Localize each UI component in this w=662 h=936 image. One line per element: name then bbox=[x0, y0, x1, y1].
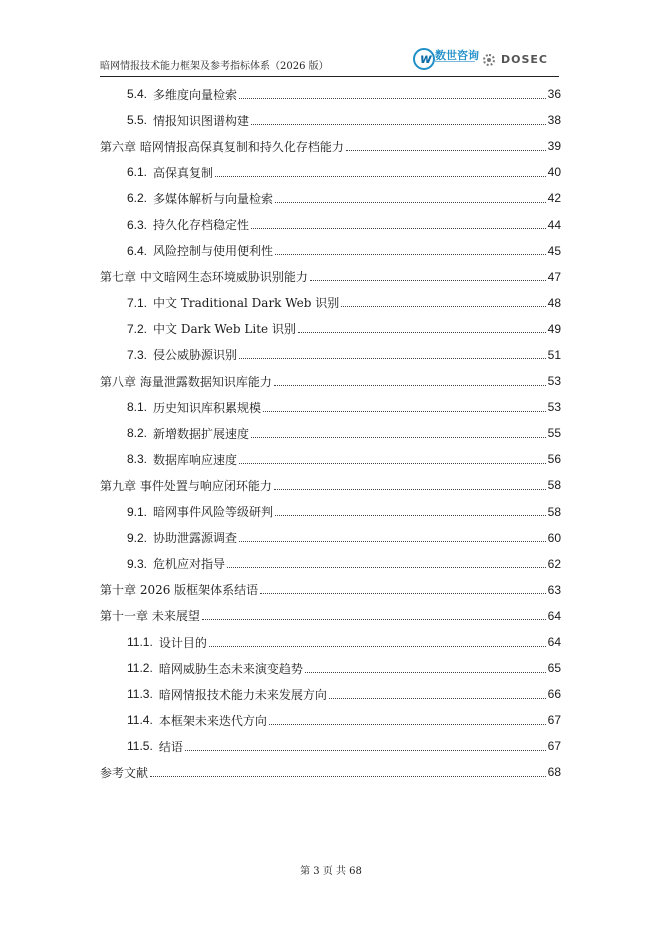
toc-dot-leader bbox=[275, 505, 546, 516]
toc-dot-leader bbox=[239, 348, 546, 359]
toc-page-number: 65 bbox=[547, 661, 561, 676]
toc-entry-number: 8.2. bbox=[127, 426, 148, 441]
toc-dot-leader bbox=[263, 401, 546, 412]
toc-page-number: 55 bbox=[547, 426, 561, 441]
toc-entry-number: 7.1. bbox=[127, 295, 148, 310]
document-title: 暗网情报技术能力框架及参考指标体系（2026 版） bbox=[100, 61, 329, 72]
toc-entry-label: 持久化存档稳定性 bbox=[153, 218, 250, 233]
toc-entry-number: 9.1. bbox=[127, 504, 148, 519]
toc-section-entry[interactable] bbox=[100, 525, 561, 551]
toc-entry-number: 7.3. bbox=[127, 347, 148, 362]
toc-section-entry[interactable] bbox=[100, 499, 561, 525]
toc-dot-leader bbox=[239, 88, 546, 99]
toc-entry-label: 第六章 暗网情报高保真复制和持久化存档能力 bbox=[100, 139, 344, 154]
toc-page-number: 38 bbox=[547, 113, 561, 128]
toc-page-number: 66 bbox=[547, 687, 561, 702]
toc-chapter-entry[interactable] bbox=[100, 133, 561, 159]
toc-entry-label: 数据库响应速度 bbox=[153, 452, 238, 467]
gear-icon bbox=[483, 54, 495, 66]
toc-dot-leader bbox=[227, 557, 546, 568]
toc-dot-leader bbox=[274, 479, 546, 490]
toc-page-number: 49 bbox=[547, 321, 561, 336]
toc-page-number: 58 bbox=[547, 504, 561, 519]
toc-page-number: 56 bbox=[547, 452, 561, 467]
toc-section-entry[interactable] bbox=[100, 733, 561, 759]
toc-entry-label: 协助泄露源调查 bbox=[153, 531, 238, 546]
toc-entry-label: 风险控制与使用便利性 bbox=[153, 244, 274, 259]
toc-entry-label: 结语 bbox=[158, 739, 183, 754]
toc-entry-label: 中文 Traditional Dark Web 识别 bbox=[153, 296, 340, 311]
toc-section-entry[interactable] bbox=[100, 185, 561, 211]
toc-dot-leader bbox=[275, 192, 546, 203]
toc-dot-leader bbox=[275, 244, 546, 255]
toc-entry-label: 多媒体解析与向量检索 bbox=[153, 191, 274, 206]
toc-page-number: 40 bbox=[547, 165, 561, 180]
toc-dot-leader bbox=[202, 609, 546, 620]
toc-entry-label: 参考文献 bbox=[100, 765, 149, 780]
toc-dot-leader bbox=[346, 140, 546, 151]
toc-entry-number: 6.1. bbox=[127, 165, 148, 180]
toc-section-entry[interactable] bbox=[100, 681, 561, 707]
logo-text: 数世咨询 bbox=[435, 49, 479, 62]
toc-entry-label: 第七章 中文暗网生态环境威胁识别能力 bbox=[100, 270, 308, 285]
toc-section-entry[interactable] bbox=[100, 420, 561, 446]
logo-mark: w bbox=[420, 52, 432, 67]
toc-entry-number: 9.2. bbox=[127, 530, 148, 545]
toc-entry-number: 11.3. bbox=[127, 687, 153, 702]
toc-entry-number: 6.4. bbox=[127, 243, 148, 258]
toc-section-entry[interactable] bbox=[100, 342, 561, 368]
toc-dot-leader bbox=[251, 218, 546, 229]
toc-dot-leader bbox=[215, 166, 546, 177]
toc-page-number: 53 bbox=[547, 374, 561, 389]
toc-entry-label: 暗网威胁生态未来演变趋势 bbox=[158, 661, 303, 676]
toc-entry-label: 第十一章 未来展望 bbox=[100, 609, 200, 624]
toc-page-number: 64 bbox=[547, 635, 561, 650]
toc-section-entry[interactable] bbox=[100, 655, 561, 681]
toc-entry-label: 高保真复制 bbox=[153, 165, 214, 180]
toc-dot-leader bbox=[305, 662, 546, 673]
toc-entry-label: 暗网情报技术能力未来发展方向 bbox=[158, 687, 327, 702]
toc-section-entry[interactable] bbox=[100, 551, 561, 577]
toc-entry-number: 5.4. bbox=[127, 87, 148, 102]
toc-chapter-entry[interactable] bbox=[100, 603, 561, 629]
toc-section-entry[interactable] bbox=[100, 159, 561, 185]
toc-entry-label: 历史知识库积累规模 bbox=[153, 400, 262, 415]
toc-dot-leader bbox=[239, 453, 546, 464]
toc-section-entry[interactable] bbox=[100, 290, 561, 316]
toc-entry-number: 11.5. bbox=[127, 739, 153, 754]
toc-page-number: 48 bbox=[547, 295, 561, 310]
toc-page-number: 42 bbox=[547, 191, 561, 206]
toc-section-entry[interactable] bbox=[100, 629, 561, 655]
page-footer: 第 3 页 共 68 bbox=[300, 866, 362, 877]
toc-section-entry[interactable] bbox=[100, 707, 561, 733]
toc-page-number: 36 bbox=[547, 87, 561, 102]
shushi-consulting-logo bbox=[413, 47, 477, 73]
toc-entry-number: 8.1. bbox=[127, 400, 148, 415]
toc-dot-leader bbox=[269, 714, 546, 725]
toc-entry-number: 11.1. bbox=[127, 635, 153, 650]
toc-page-number: 60 bbox=[547, 530, 561, 545]
toc-page-number: 58 bbox=[547, 478, 561, 493]
toc-section-entry[interactable] bbox=[100, 446, 561, 472]
toc-dot-leader bbox=[341, 296, 545, 307]
toc-entry-number: 7.2. bbox=[127, 321, 148, 336]
toc-section-entry[interactable] bbox=[100, 316, 561, 342]
toc-section-entry[interactable] bbox=[100, 238, 561, 264]
toc-page-number: 51 bbox=[547, 347, 561, 362]
toc-dot-leader bbox=[209, 636, 546, 647]
toc-entry-label: 情报知识图谱构建 bbox=[153, 113, 250, 128]
toc-entry-number: 6.2. bbox=[127, 191, 148, 206]
toc-entry-label: 中文 Dark Web Lite 识别 bbox=[153, 322, 296, 337]
toc-page-number: 67 bbox=[547, 713, 561, 728]
toc-dot-leader bbox=[274, 375, 546, 386]
toc-section-entry[interactable] bbox=[100, 81, 561, 107]
table-of-contents bbox=[100, 81, 561, 786]
toc-entry-label: 本框架未来迭代方向 bbox=[158, 713, 267, 728]
toc-entry-number: 8.3. bbox=[127, 452, 148, 467]
toc-entry-label: 侵公威胁源识别 bbox=[153, 348, 238, 363]
toc-entry-label: 暗网事件风险等级研判 bbox=[153, 505, 274, 520]
toc-dot-leader bbox=[251, 427, 546, 438]
toc-page-number: 62 bbox=[547, 556, 561, 571]
toc-page-number: 64 bbox=[547, 608, 561, 623]
toc-page-number: 45 bbox=[547, 243, 561, 258]
logo-underline bbox=[435, 61, 475, 65]
toc-entry-label: 第十章 2026 版框架体系结语 bbox=[100, 583, 259, 598]
toc-page-number: 44 bbox=[547, 217, 561, 232]
toc-page-number: 63 bbox=[547, 582, 561, 597]
toc-chapter-entry[interactable] bbox=[100, 759, 561, 785]
toc-page-number: 68 bbox=[547, 765, 561, 780]
toc-entry-label: 新增数据扩展速度 bbox=[153, 426, 250, 441]
toc-entry-number: 6.3. bbox=[127, 217, 148, 232]
toc-entry-number: 11.4. bbox=[127, 713, 153, 728]
toc-dot-leader bbox=[239, 531, 546, 542]
toc-page-number: 39 bbox=[547, 139, 561, 154]
page-header bbox=[100, 46, 559, 77]
dosec-logo-text: DOSEC bbox=[501, 53, 548, 66]
dosec-logo bbox=[483, 52, 559, 70]
toc-entry-label: 第九章 事件处置与响应闭环能力 bbox=[100, 478, 272, 493]
toc-section-entry[interactable] bbox=[100, 211, 561, 237]
toc-dot-leader bbox=[150, 766, 546, 777]
toc-dot-leader bbox=[310, 270, 546, 281]
toc-dot-leader bbox=[260, 583, 545, 594]
toc-entry-label: 设计目的 bbox=[158, 635, 207, 650]
toc-section-entry[interactable] bbox=[100, 394, 561, 420]
toc-dot-leader bbox=[298, 322, 546, 333]
toc-entry-number: 9.3. bbox=[127, 556, 148, 571]
toc-entry-number: 11.2. bbox=[127, 661, 153, 676]
toc-dot-leader bbox=[251, 114, 546, 125]
toc-chapter-entry[interactable] bbox=[100, 472, 561, 498]
toc-page-number: 67 bbox=[547, 739, 561, 754]
toc-page-number: 47 bbox=[547, 269, 561, 284]
toc-dot-leader bbox=[185, 740, 546, 751]
toc-dot-leader bbox=[329, 688, 546, 699]
toc-chapter-entry[interactable] bbox=[100, 577, 561, 603]
toc-page-number: 53 bbox=[547, 400, 561, 415]
toc-entry-label: 第八章 海量泄露数据知识库能力 bbox=[100, 374, 272, 389]
toc-chapter-entry[interactable] bbox=[100, 264, 561, 290]
toc-entry-label: 多维度向量检索 bbox=[153, 87, 238, 102]
toc-section-entry[interactable] bbox=[100, 107, 561, 133]
toc-entry-number: 5.5. bbox=[127, 113, 148, 128]
toc-chapter-entry[interactable] bbox=[100, 368, 561, 394]
toc-entry-label: 危机应对指导 bbox=[153, 557, 226, 572]
